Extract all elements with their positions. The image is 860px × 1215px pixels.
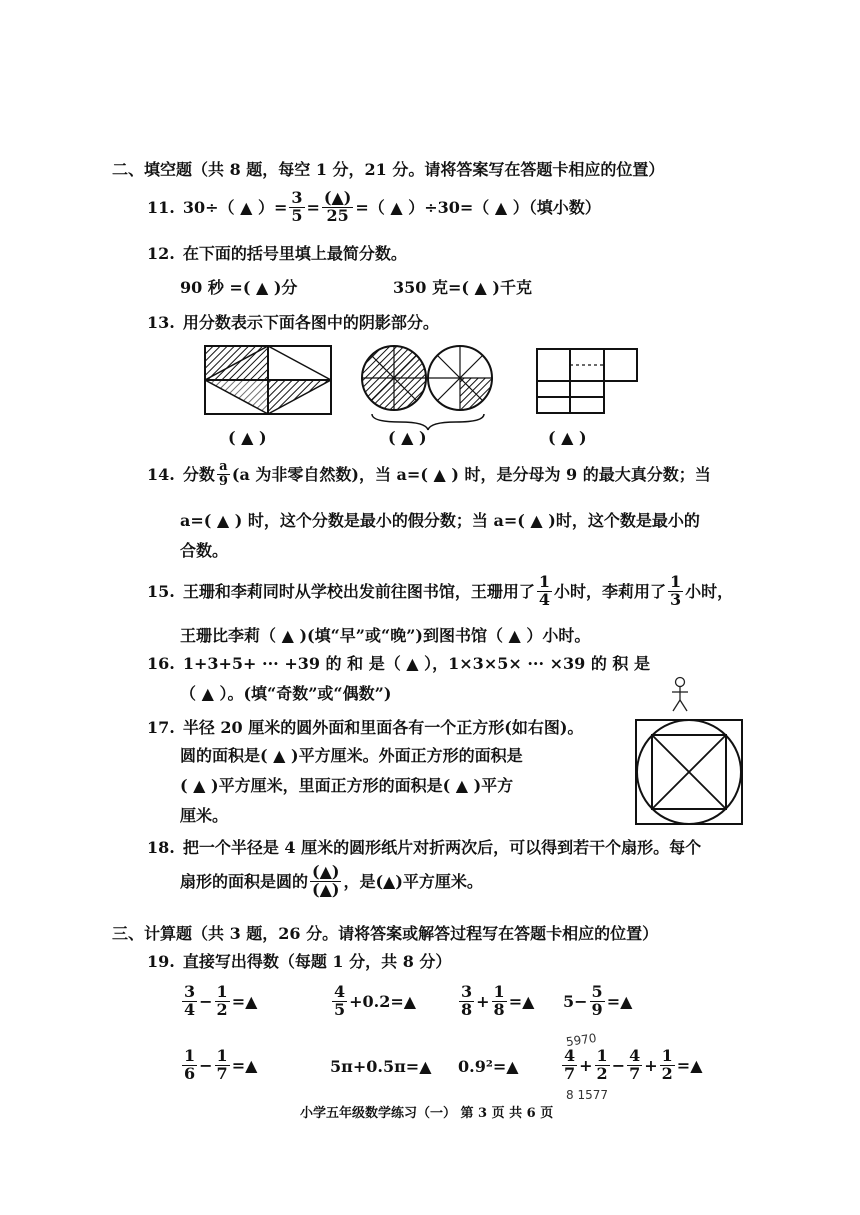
q19-expression-4: 5− $\frac{5}{9}$ =▲: [563, 982, 633, 1019]
q19-text: 直接写出得数（每题 1 分，共 8 分）: [182, 952, 452, 971]
section-2-title: 二、填空题（共 8 题，每空 1 分，21 分。请将答案写在答题卡相应的位置）: [112, 160, 665, 179]
q11-fraction-2: $\frac{(▲)}{25}$: [323, 188, 352, 225]
q17-square-circle-figure: [634, 718, 746, 828]
q11-equals: =: [306, 197, 320, 217]
q14-pre: 分数: [182, 464, 215, 484]
q14-line3: 合数。: [180, 541, 229, 560]
q15-fraction-2: $\frac{1}{3}$: [670, 572, 682, 609]
handwriting-note-a: 5970: [565, 1030, 598, 1050]
q17-line3: ( ▲ )平方厘米，里面正方形的面积是( ▲ )平方: [180, 776, 514, 795]
q11-number: 11.: [147, 197, 175, 217]
q19-expression-8: $\frac{4}{7}$ + $\frac{1}{2}$ − $\frac{4}{7}$ + $\frac{1}{2}$ =▲: [564, 1046, 703, 1083]
question-14: [147, 460, 711, 488]
q19-expression-7: 0.9²=▲: [458, 1057, 519, 1076]
q15-text3: 小时，: [685, 581, 734, 601]
q15-text1: 王珊和李莉同时从学校出发前往图书馆，王珊用了: [182, 581, 535, 601]
q13-figures: [0, 0, 860, 460]
q18-number: 18.: [147, 838, 175, 857]
q19-expression-1: $\frac{3}{4}$ − $\frac{1}{2}$ =▲: [184, 982, 258, 1019]
q19-expression-2: $\frac{4}{5}$ +0.2=▲: [334, 982, 417, 1019]
q17-line1: 半径 20 厘米的圆外面和里面各有一个正方形(如右图)。: [182, 718, 584, 737]
q13-circle-partial: [428, 346, 492, 410]
q12-number: 12.: [147, 244, 175, 263]
q13-answer-2: ( ▲ ): [388, 428, 427, 447]
q19-expression-3: $\frac{3}{8}$ + $\frac{1}{8}$ =▲: [461, 982, 535, 1019]
q15-line2: 王珊比李莉（ ▲ )(填“早”或“晚”)到图书馆（ ▲ ）小时。: [180, 626, 591, 645]
handwriting-note-b: 8 1577: [566, 1088, 608, 1102]
q13-answer-1: ( ▲ ): [228, 428, 267, 447]
q16-line2: （ ▲ ）。(填“奇数”或“偶数”): [180, 684, 392, 703]
section-3-title: 三、计算题（共 3 题，26 分。请将答案或解答过程写在答题卡相应的位置）: [112, 924, 659, 943]
q12-answer-b: 350 克=( ▲ )千克: [393, 278, 532, 297]
question-18: [147, 838, 701, 857]
q15-fraction-1: $\frac{1}{4}$: [538, 572, 550, 609]
q16-line1: 1+3+5+ ··· +39 的 和 是（ ▲ ），1×3×5× ··· ×39 的 积 是: [182, 654, 650, 673]
q17-line4: 厘米。: [180, 806, 229, 825]
q11-fraction-1: $\frac{3}{5}$: [291, 188, 303, 225]
question-19: [147, 952, 451, 971]
q19-expression-6: 5π+0.5π=▲: [330, 1057, 432, 1076]
q13-circle-full: [362, 346, 426, 410]
q13-answer-3: ( ▲ ): [548, 428, 587, 447]
q18-pre: 扇形的面积是圆的: [180, 871, 309, 891]
q13-net-figure: [537, 349, 637, 413]
stick-figure-doodle: [668, 676, 692, 714]
q15-text2: 小时，李莉用了: [554, 581, 667, 601]
q18-line2: [180, 864, 483, 899]
q14-number: 14.: [147, 464, 175, 484]
q17-line2: 圆的面积是( ▲ )平方厘米。外面正方形的面积是: [180, 746, 523, 765]
q13-number: 13.: [147, 313, 175, 332]
q19-number: 19.: [147, 952, 175, 971]
q18-line1: 把一个半径是 4 厘米的圆形纸片对折两次后，可以得到若干个扇形。每个: [182, 838, 702, 857]
q12-text: 在下面的括号里填上最简分数。: [182, 244, 407, 263]
question-17: [147, 718, 583, 737]
q13-rectangle-figure: [205, 346, 331, 414]
q11-part2: =（ ▲ ）÷30=（ ▲ ）（填小数）: [355, 197, 601, 217]
page-footer: 小学五年级数学练习（一） 第 3 页 共 6 页: [300, 1106, 554, 1121]
q14-line1: (a 为非零自然数)，当 a=( ▲ ) 时，是分母为 9 的最大真分数；当: [231, 464, 711, 484]
q17-number: 17.: [147, 718, 175, 737]
q11-part1: 30÷（ ▲ ）=: [182, 197, 288, 217]
q15-number: 15.: [147, 581, 175, 601]
q14-line2: a=( ▲ ) 时，这个分数是最小的假分数；当 a=( ▲ )时，这个数是最小的: [180, 511, 700, 530]
q18-fraction: $\frac{(▲)}{(▲)}$: [312, 862, 340, 899]
q19-expression-5: $\frac{1}{6}$ − $\frac{1}{7}$ =▲: [184, 1046, 258, 1083]
q16-number: 16.: [147, 654, 175, 673]
question-16: [147, 654, 650, 673]
q13-text: 用分数表示下面各图中的阴影部分。: [182, 313, 439, 332]
q14-fraction: $\frac{a}{9}$: [218, 459, 228, 489]
q18-post: ，是(▲)平方厘米。: [343, 871, 483, 891]
q12-answer-a: 90 秒 =( ▲ )分: [180, 278, 298, 297]
question-15: [147, 574, 733, 609]
